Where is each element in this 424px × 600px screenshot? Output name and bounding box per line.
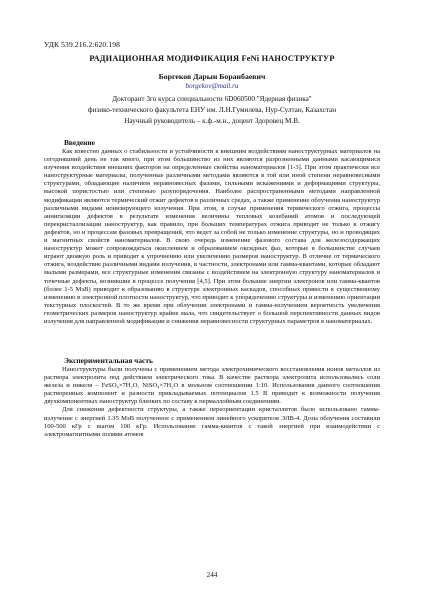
affiliation-line-1: Докторант 3го курса специальности 6D060500 "Ядерная физика" <box>112 95 312 103</box>
section-heading-experimental: Экспериментальная часть <box>64 356 153 365</box>
udk-code: УДК 539.216.2:620.198 <box>44 40 121 49</box>
intro-paragraph: Как известно данных о стабильности и устойчивости к внешним воздействиям наноструктурных материалов на сегодняшний день не так много, при этом большинство из них являются разрозненными данными касающимися изучения воздействия внешних факторов на определенные свойства наноматериалов [1-3]. При этом практически все наноструктурные материалы, полученные различными методами являются в той или иной степени неравновесными структурами, обладающие наличием неравновесных фазами, сильными искажениями и деформациями структуры, высокой пористостью или степенью разупорядочения. Наиболее распространенными методами направленной модификации являются термический отжиг дефектов в различных средах, а также применение облучения наноструктур различными видами ионизирующего излучения. При этом, в случае применения термического отжига, процессы аннигиляции дефектов в результате изменения величины тепловых колебаний атомов и последующей перекристаллизации наноструктур, как правило, при больших температурах отжига приводят не только к отжигу дефектов, но и процессам фазовых превращений, что ведет за собой не только изменение структуры, но и проводящих и магнитных свойств наноматериалов. В свою очередь изменение фазового состава для железосодержащих наноструктур может сопровождаться окислением и образованием оксидных фаз, которые в большинстве случаев играют двоякую роль и приводят к упрочнению или увеличению размеров наноструктур. В отличие от термического отжига, воздействие различными видами излучения, в частности, электронами или гамма-квантами, которые обладают малыми размерами, все структурные изменения связаны с воздействием на электронную структуру наноматериалов и точечные дефекты, возникшие в процессе получения [4,5]. При этом большие энергии электронов или гамма-квантов (более 1-5 МэВ) приводит к образованию в структуре электронных каскадов, способных привести к существенному изменению в электронной плотности наноструктур, что приводит к упорядочению структуры и изменению ориентации текстурных плоскостей. В то же время при облучении электронами и гамма-излучением вероятность увеличения геометрических размеров наноструктур крайне мала, что свидетельствует о большой перспективности данных видов излучения для направленной модификации и снижения неравновесности структурных параметров в наноматериалах. <box>44 148 380 325</box>
affiliation-line-2: физико-технического факультета ЕНУ им. Л.Н.Гумилева, Нур-Султан, Казахстан <box>87 106 337 114</box>
experimental-paragraph-1: Наноструктуры были получены с применением метода электрохимического восстановления ионов металлов из раствора электролита под действием электрического тока. В качестве раствора электролита использовались соли железа и никеля – FeSO₄×7H₂O, NiSO₄×7H₂O в мольном соотношении 1:10. Использования данного соотношения растворенных компонент и разности прикладываемых потенциалов 1.5 В приводит к возможности получения двухкомпонентных наноструктур близких по составу к пермаллойным соединениям. <box>44 366 380 406</box>
experimental-paragraph-2: Для снижения дефектности структуры, а также переориентации кристаллитов было использовано гамма-излучение с энергией 1.35 МэВ полученное с применением линейного ускорителя ЭЛВ-4. Дозы облучения составили 100-500 кГр с шагом 100 кГр. Использование гамма-квантов с такой энергией при взаимодействии с электромагнитными полями атомов <box>44 406 380 438</box>
author-email[interactable]: borgekov@mail.ru <box>185 82 239 90</box>
section-heading-intro: Введение <box>64 138 95 147</box>
paper-title: РАДИАЦИОННАЯ МОДИФИКАЦИЯ FeNi НАНОСТРУКТУР <box>89 54 335 63</box>
page-number: 244 <box>206 571 218 579</box>
author-name: Боргеков Дарын Боранбаевич <box>158 72 266 81</box>
experimental-body <box>44 366 380 550</box>
intro-body <box>44 148 380 354</box>
affiliation-line-3: Научный руководитель – к.ф.-м.н., доцент Здоровец М.В. <box>124 117 300 125</box>
